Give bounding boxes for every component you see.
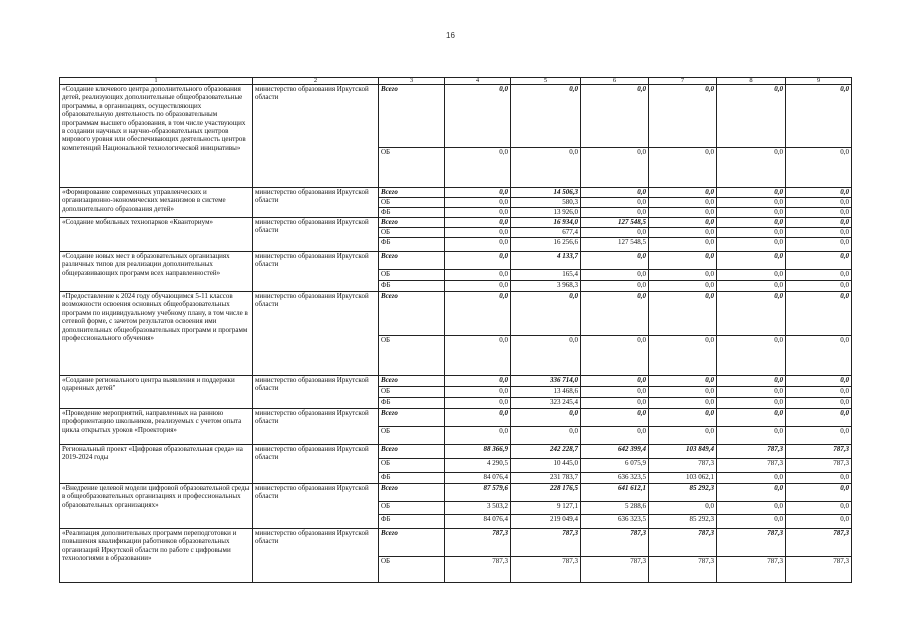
amount-cell: 0,0 [445,85,511,148]
amount-cell: 636 323,5 [581,473,649,484]
amount-cell: 0,0 [649,208,717,218]
amount-cell: 0,0 [649,148,717,188]
amount-cell: 787,3 [649,459,717,473]
amount-cell: 0,0 [445,188,511,198]
amount-cell: 0,0 [717,336,786,376]
amount-cell: 787,3 [786,445,852,459]
table-row [60,445,852,459]
executor-cell: министерство образования Иркутской области [253,188,379,218]
amount-cell: 677,4 [511,228,581,238]
funding-source-cell: Всего [379,218,445,228]
amount-cell: 127 548,5 [581,218,649,228]
funding-source-cell: ФБ [379,398,445,409]
amount-cell: 0,0 [649,238,717,252]
amount-cell: 0,0 [717,270,786,281]
funding-source-cell: ОБ [379,459,445,473]
amount-cell: 0,0 [511,336,581,376]
funding-source-cell: Всего [379,529,445,557]
funding-source-cell: Всего [379,445,445,459]
amount-cell: 0,0 [717,427,786,445]
amount-cell: 219 049,4 [511,515,581,529]
executor-cell: министерство образования Иркутской области [253,218,379,252]
table-row [60,409,852,427]
amount-cell: 0,0 [445,409,511,427]
amount-cell: 0,0 [649,409,717,427]
amount-cell: 0,0 [649,292,717,336]
amount-cell: 0,0 [717,484,786,502]
amount-cell: 84 076,4 [445,515,511,529]
amount-cell: 0,0 [581,281,649,292]
amount-cell: 85 292,3 [649,515,717,529]
amount-cell: 787,3 [511,529,581,557]
event-name-cell: «Предоставление к 2024 году обучающимся 5-11 классов возможности освоения основных общеобразовательных программ по индивидуальному учебному плану, в том числе в сетевой форме, с зачетом результатов освоения ими дополнительных общеобразовательных программ и программ профессионального обучения» [60,292,253,376]
amount-cell: 0,0 [717,376,786,387]
funding-source-cell: Всего [379,85,445,148]
amount-cell: 0,0 [717,148,786,188]
amount-cell: 0,0 [445,208,511,218]
executor-cell: министерство образования Иркутской области [253,529,379,583]
amount-cell: 0,0 [786,376,852,387]
amount-cell: 228 176,5 [511,484,581,502]
amount-cell: 0,0 [717,208,786,218]
amount-cell: 787,3 [511,557,581,583]
amount-cell: 0,0 [581,208,649,218]
amount-cell: 0,0 [717,281,786,292]
funding-source-cell: ОБ [379,502,445,515]
amount-cell: 0,0 [717,238,786,252]
amount-cell: 0,0 [581,336,649,376]
amount-cell: 231 783,7 [511,473,581,484]
header-cell: 5 [511,78,581,85]
amount-cell: 0,0 [717,502,786,515]
amount-cell: 323 245,4 [511,398,581,409]
amount-cell: 0,0 [445,270,511,281]
executor-cell: министерство образования Иркутской области [253,85,379,188]
amount-cell: 0,0 [786,218,852,228]
amount-cell: 6 075,9 [581,459,649,473]
header-row [60,78,852,85]
amount-cell: 10 445,0 [511,459,581,473]
amount-cell: 0,0 [786,427,852,445]
amount-cell: 13 926,0 [511,208,581,218]
amount-cell: 0,0 [786,252,852,270]
amount-cell: 0,0 [717,409,786,427]
amount-cell: 13 468,6 [511,387,581,398]
amount-cell: 0,0 [649,85,717,148]
header-cell: 2 [253,78,379,85]
amount-cell: 0,0 [581,270,649,281]
header-cell: 8 [717,78,786,85]
amount-cell: 0,0 [786,502,852,515]
amount-cell: 0,0 [511,148,581,188]
funding-source-cell: ОБ [379,387,445,398]
amount-cell: 103 062,1 [649,473,717,484]
amount-cell: 0,0 [717,515,786,529]
funding-source-cell: ОБ [379,270,445,281]
amount-cell: 0,0 [649,198,717,208]
funding-source-cell: Всего [379,252,445,270]
amount-cell: 336 714,0 [511,376,581,387]
table-row [60,252,852,270]
amount-cell: 242 228,7 [511,445,581,459]
amount-cell: 0,0 [786,208,852,218]
amount-cell: 0,0 [717,188,786,198]
amount-cell: 0,0 [581,252,649,270]
amount-cell: 0,0 [717,228,786,238]
table-row [60,484,852,502]
amount-cell: 641 612,1 [581,484,649,502]
amount-cell: 0,0 [581,188,649,198]
amount-cell: 0,0 [786,292,852,336]
funding-source-cell: ОБ [379,336,445,376]
funding-source-cell: Всего [379,409,445,427]
executor-cell: министерство образования Иркутской области [253,484,379,529]
amount-cell: 0,0 [511,85,581,148]
table-row [60,85,852,148]
budget-table [59,77,852,583]
amount-cell: 0,0 [717,198,786,208]
amount-cell: 0,0 [581,409,649,427]
header-cell: 3 [379,78,445,85]
amount-cell: 636 323,5 [581,515,649,529]
table-row [60,376,852,387]
amount-cell: 0,0 [445,398,511,409]
header-cell: 1 [60,78,253,85]
table-row [60,529,852,557]
amount-cell: 787,3 [786,459,852,473]
amount-cell: 0,0 [786,473,852,484]
amount-cell: 0,0 [581,387,649,398]
amount-cell: 85 292,3 [649,484,717,502]
header-cell: 6 [581,78,649,85]
amount-cell: 0,0 [511,292,581,336]
amount-cell: 87 579,6 [445,484,511,502]
funding-source-cell: ФБ [379,208,445,218]
event-name-cell: «Проведение мероприятий, направленных на раннюю профориентацию школьников, реализуемых с учетом опыта цикла открытых уроков «Проектория» [60,409,253,445]
amount-cell: 0,0 [445,427,511,445]
amount-cell: 0,0 [649,398,717,409]
amount-cell: 5 288,6 [581,502,649,515]
amount-cell: 0,0 [581,427,649,445]
amount-cell: 16 256,6 [511,238,581,252]
amount-cell: 787,3 [649,557,717,583]
amount-cell: 0,0 [445,238,511,252]
amount-cell: 0,0 [717,398,786,409]
funding-source-cell: Всего [379,292,445,336]
amount-cell: 787,3 [649,529,717,557]
amount-cell: 0,0 [649,281,717,292]
amount-cell: 0,0 [445,292,511,336]
amount-cell: 787,3 [581,557,649,583]
event-name-cell: Региональный проект «Цифровая образовательная среда» на 2019-2024 годы [60,445,253,484]
amount-cell: 787,3 [445,529,511,557]
amount-cell: 4 290,5 [445,459,511,473]
executor-cell: министерство образования Иркутской области [253,252,379,292]
amount-cell: 0,0 [581,292,649,336]
amount-cell: 0,0 [649,218,717,228]
amount-cell: 0,0 [581,148,649,188]
amount-cell: 0,0 [786,281,852,292]
amount-cell: 0,0 [511,427,581,445]
amount-cell: 103 849,4 [649,445,717,459]
amount-cell: 0,0 [581,228,649,238]
amount-cell: 0,0 [649,270,717,281]
amount-cell: 0,0 [649,427,717,445]
amount-cell: 642 399,4 [581,445,649,459]
amount-cell: 787,3 [717,529,786,557]
executor-cell: министерство образования Иркутской области [253,292,379,376]
amount-cell: 14 506,3 [511,188,581,198]
amount-cell: 0,0 [717,85,786,148]
amount-cell: 0,0 [445,281,511,292]
amount-cell: 84 076,4 [445,473,511,484]
amount-cell: 0,0 [445,387,511,398]
amount-cell: 0,0 [717,473,786,484]
funding-source-cell: ОБ [379,228,445,238]
amount-cell: 0,0 [445,148,511,188]
amount-cell: 0,0 [786,387,852,398]
header-cell: 7 [649,78,717,85]
amount-cell: 3 503,2 [445,502,511,515]
table-row [60,292,852,336]
amount-cell: 0,0 [649,502,717,515]
amount-cell: 0,0 [445,228,511,238]
amount-cell: 787,3 [786,557,852,583]
event-name-cell: «Реализация дополнительных программ переподготовки и повышения квалификации работников образовательных организаций Иркутской области по работе с цифровыми технологиями в образовании» [60,529,253,583]
header-cell: 9 [786,78,852,85]
amount-cell: 4 133,7 [511,252,581,270]
amount-cell: 0,0 [581,85,649,148]
amount-cell: 0,0 [581,376,649,387]
amount-cell: 0,0 [786,228,852,238]
funding-source-cell: ФБ [379,473,445,484]
amount-cell: 0,0 [649,387,717,398]
amount-cell: 0,0 [786,336,852,376]
executor-cell: министерство образования Иркутской области [253,409,379,445]
amount-cell: 0,0 [649,188,717,198]
amount-cell: 9 127,1 [511,502,581,515]
table-row [60,188,852,198]
amount-cell: 165,4 [511,270,581,281]
amount-cell: 0,0 [717,218,786,228]
amount-cell: 3 968,3 [511,281,581,292]
funding-source-cell: ФБ [379,281,445,292]
amount-cell: 787,3 [717,445,786,459]
amount-cell: 0,0 [581,398,649,409]
amount-cell: 0,0 [445,376,511,387]
header-cell: 4 [445,78,511,85]
amount-cell: 787,3 [717,557,786,583]
funding-source-cell: ОБ [379,427,445,445]
amount-cell: 0,0 [786,148,852,188]
event-name-cell: «Создание ключевого центра дополнительного образования детей, реализующих дополнительные общеобразовательные программы, в организациях, осуществляющих образовательную деятельность по образовательным программам высшего образования, в том числе участвующих в создании научных и научно-образовательных центров мирового уровня или обеспечивающих деятельность центров компетенций Национальной технологической инициативы» [60,85,253,188]
event-name-cell: «Создание регионального центра выявления и поддержки одаренных детей" [60,376,253,409]
amount-cell: 0,0 [786,238,852,252]
amount-cell: 0,0 [786,484,852,502]
funding-source-cell: Всего [379,188,445,198]
amount-cell: 0,0 [786,188,852,198]
amount-cell: 127 548,5 [581,238,649,252]
amount-cell: 0,0 [786,409,852,427]
amount-cell: 0,0 [649,376,717,387]
funding-source-cell: ОБ [379,557,445,583]
amount-cell: 787,3 [717,459,786,473]
amount-cell: 0,0 [717,387,786,398]
amount-cell: 0,0 [649,252,717,270]
amount-cell: 0,0 [717,252,786,270]
executor-cell: министерство образования Иркутской области [253,445,379,484]
funding-source-cell: ФБ [379,238,445,252]
event-name-cell: «Формирование современных управленческих и организационно-экономических механизмов в системе дополнительного образования детей» [60,188,253,218]
amount-cell: 88 366,9 [445,445,511,459]
table-row [60,218,852,228]
amount-cell: 0,0 [786,515,852,529]
funding-source-cell: ОБ [379,148,445,188]
executor-cell: министерство образования Иркутской области [253,376,379,409]
page-number: 16 [446,31,455,40]
amount-cell: 16 934,0 [511,218,581,228]
amount-cell: 0,0 [445,252,511,270]
amount-cell: 787,3 [786,529,852,557]
amount-cell: 0,0 [786,198,852,208]
amount-cell: 0,0 [786,85,852,148]
event-name-cell: «Создание мобильных технопарков «Кванториум» [60,218,253,252]
amount-cell: 0,0 [445,218,511,228]
amount-cell: 0,0 [581,198,649,208]
event-name-cell: «Внедрение целевой модели цифровой образовательной среды в общеобразовательных организациях и профессиональных образовательных организациях» [60,484,253,529]
funding-source-cell: Всего [379,484,445,502]
amount-cell: 787,3 [445,557,511,583]
amount-cell: 0,0 [445,198,511,208]
amount-cell: 0,0 [717,292,786,336]
funding-source-cell: ФБ [379,515,445,529]
amount-cell: 580,3 [511,198,581,208]
amount-cell: 0,0 [786,270,852,281]
amount-cell: 0,0 [511,409,581,427]
amount-cell: 0,0 [649,228,717,238]
amount-cell: 0,0 [786,398,852,409]
funding-source-cell: Всего [379,376,445,387]
amount-cell: 0,0 [649,336,717,376]
event-name-cell: «Создание новых мест в образовательных организациях различных типов для реализации дополнительных общеразвивающих программ всех направленностей» [60,252,253,292]
amount-cell: 787,3 [581,529,649,557]
funding-source-cell: ОБ [379,198,445,208]
amount-cell: 0,0 [445,336,511,376]
